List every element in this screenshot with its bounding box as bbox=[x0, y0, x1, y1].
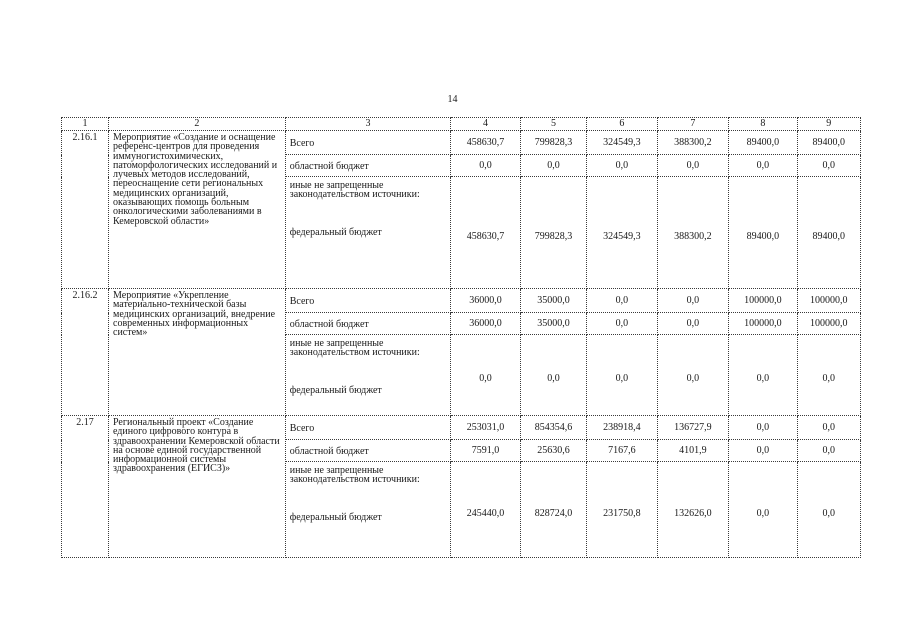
source-label-total: Всего bbox=[285, 289, 451, 313]
value-cell: 0,0 bbox=[729, 155, 797, 177]
source-label-total: Всего bbox=[285, 131, 451, 155]
value-cell: 7591,0 bbox=[451, 440, 520, 462]
table-header-row bbox=[62, 118, 861, 131]
item-name: Мероприятие «Укрепление материально-технической базы медицинских организаций, внедрение современных информационных систем» bbox=[109, 289, 286, 416]
value-cell: 0,0 bbox=[451, 155, 520, 177]
value-cell: 828724,0 bbox=[520, 462, 586, 558]
other-sources-label: иные не запрещенные законодательством источники: bbox=[289, 180, 420, 201]
value-cell: 35000,0 bbox=[520, 313, 586, 335]
page-number: 14 bbox=[447, 94, 458, 105]
value-cell: 0,0 bbox=[587, 289, 658, 313]
other-sources-label: иные не запрещенные законодательством источники: bbox=[289, 338, 420, 359]
header-cell: 4 bbox=[451, 118, 520, 131]
item-number: 2.16.2 bbox=[62, 289, 109, 416]
value-cell: 100000,0 bbox=[729, 313, 797, 335]
value-cell: 0,0 bbox=[657, 335, 729, 416]
value-cell: 89400,0 bbox=[797, 177, 860, 289]
value-cell: 0,0 bbox=[797, 416, 860, 440]
table-row bbox=[62, 131, 861, 155]
value-cell: 799828,3 bbox=[520, 131, 586, 155]
value-cell: 89400,0 bbox=[729, 177, 797, 289]
value-cell: 36000,0 bbox=[451, 289, 520, 313]
item-name: Региональный проект «Создание единого цифрового контура в здравоохранении Кемеровской области на основе единой государственной информационной системы здравоохранения (ЕГИСЗ)» bbox=[109, 416, 286, 558]
value-cell: 0,0 bbox=[729, 462, 797, 558]
value-cell: 0,0 bbox=[657, 313, 729, 335]
value-cell: 0,0 bbox=[797, 462, 860, 558]
value-cell: 238918,4 bbox=[587, 416, 658, 440]
value-cell: 136727,9 bbox=[657, 416, 729, 440]
item-number: 2.16.1 bbox=[62, 131, 109, 289]
value-cell: 231750,8 bbox=[587, 462, 658, 558]
value-cell: 388300,2 bbox=[657, 177, 729, 289]
source-label-other bbox=[285, 462, 451, 558]
value-cell: 0,0 bbox=[797, 335, 860, 416]
value-cell: 458630,7 bbox=[451, 131, 520, 155]
value-cell: 324549,3 bbox=[587, 177, 658, 289]
value-cell: 100000,0 bbox=[797, 313, 860, 335]
source-label-total: Всего bbox=[285, 416, 451, 440]
source-label-other bbox=[285, 335, 451, 416]
source-label-regional: областной бюджет bbox=[285, 313, 451, 335]
federal-budget-label: федеральный бюджет bbox=[289, 384, 382, 396]
header-cell: 9 bbox=[797, 118, 860, 131]
header-cell: 3 bbox=[285, 118, 451, 131]
value-cell: 7167,6 bbox=[587, 440, 658, 462]
value-cell: 324549,3 bbox=[587, 131, 658, 155]
budget-table bbox=[61, 117, 861, 558]
item-number: 2.17 bbox=[62, 416, 109, 558]
value-cell: 253031,0 bbox=[451, 416, 520, 440]
value-cell: 4101,9 bbox=[657, 440, 729, 462]
value-cell: 0,0 bbox=[520, 335, 586, 416]
header-cell: 6 bbox=[587, 118, 658, 131]
value-cell: 0,0 bbox=[729, 416, 797, 440]
value-cell: 0,0 bbox=[587, 155, 658, 177]
value-cell: 458630,7 bbox=[451, 177, 520, 289]
other-sources-label: иные не запрещенные законодательством источники: bbox=[289, 465, 420, 486]
value-cell: 0,0 bbox=[520, 155, 586, 177]
table-row bbox=[62, 416, 861, 440]
value-cell: 0,0 bbox=[587, 313, 658, 335]
value-cell: 89400,0 bbox=[729, 131, 797, 155]
header-cell: 8 bbox=[729, 118, 797, 131]
value-cell: 0,0 bbox=[587, 335, 658, 416]
header-cell: 1 bbox=[62, 118, 109, 131]
value-cell: 0,0 bbox=[797, 440, 860, 462]
value-cell: 100000,0 bbox=[797, 289, 860, 313]
value-cell: 35000,0 bbox=[520, 289, 586, 313]
source-label-other bbox=[285, 177, 451, 289]
value-cell: 0,0 bbox=[657, 289, 729, 313]
value-cell: 36000,0 bbox=[451, 313, 520, 335]
value-cell: 89400,0 bbox=[797, 131, 860, 155]
header-cell: 7 bbox=[657, 118, 729, 131]
header-cell: 5 bbox=[520, 118, 586, 131]
value-cell: 245440,0 bbox=[451, 462, 520, 558]
value-cell: 132626,0 bbox=[657, 462, 729, 558]
value-cell: 0,0 bbox=[657, 155, 729, 177]
source-label-regional: областной бюджет bbox=[285, 155, 451, 177]
value-cell: 0,0 bbox=[729, 335, 797, 416]
value-cell: 25630,6 bbox=[520, 440, 586, 462]
value-cell: 388300,2 bbox=[657, 131, 729, 155]
value-cell: 854354,6 bbox=[520, 416, 586, 440]
value-cell: 0,0 bbox=[451, 335, 520, 416]
source-label-regional: областной бюджет bbox=[285, 440, 451, 462]
value-cell: 100000,0 bbox=[729, 289, 797, 313]
federal-budget-label: федеральный бюджет bbox=[289, 511, 382, 523]
federal-budget-label: федеральный бюджет bbox=[289, 226, 382, 238]
item-name: Мероприятие «Создание и оснащение референс-центров для проведения иммуногистохимических, патоморфологических исследований и лучевых методов исследований, переоснащение сети региональных медицинских организаций, оказывающих помощь больным онкологическими заболеваниями в Кемеровской области» bbox=[109, 131, 286, 289]
header-cell: 2 bbox=[109, 118, 286, 131]
value-cell: 0,0 bbox=[797, 155, 860, 177]
value-cell: 0,0 bbox=[729, 440, 797, 462]
value-cell: 799828,3 bbox=[520, 177, 586, 289]
table-row bbox=[62, 289, 861, 313]
